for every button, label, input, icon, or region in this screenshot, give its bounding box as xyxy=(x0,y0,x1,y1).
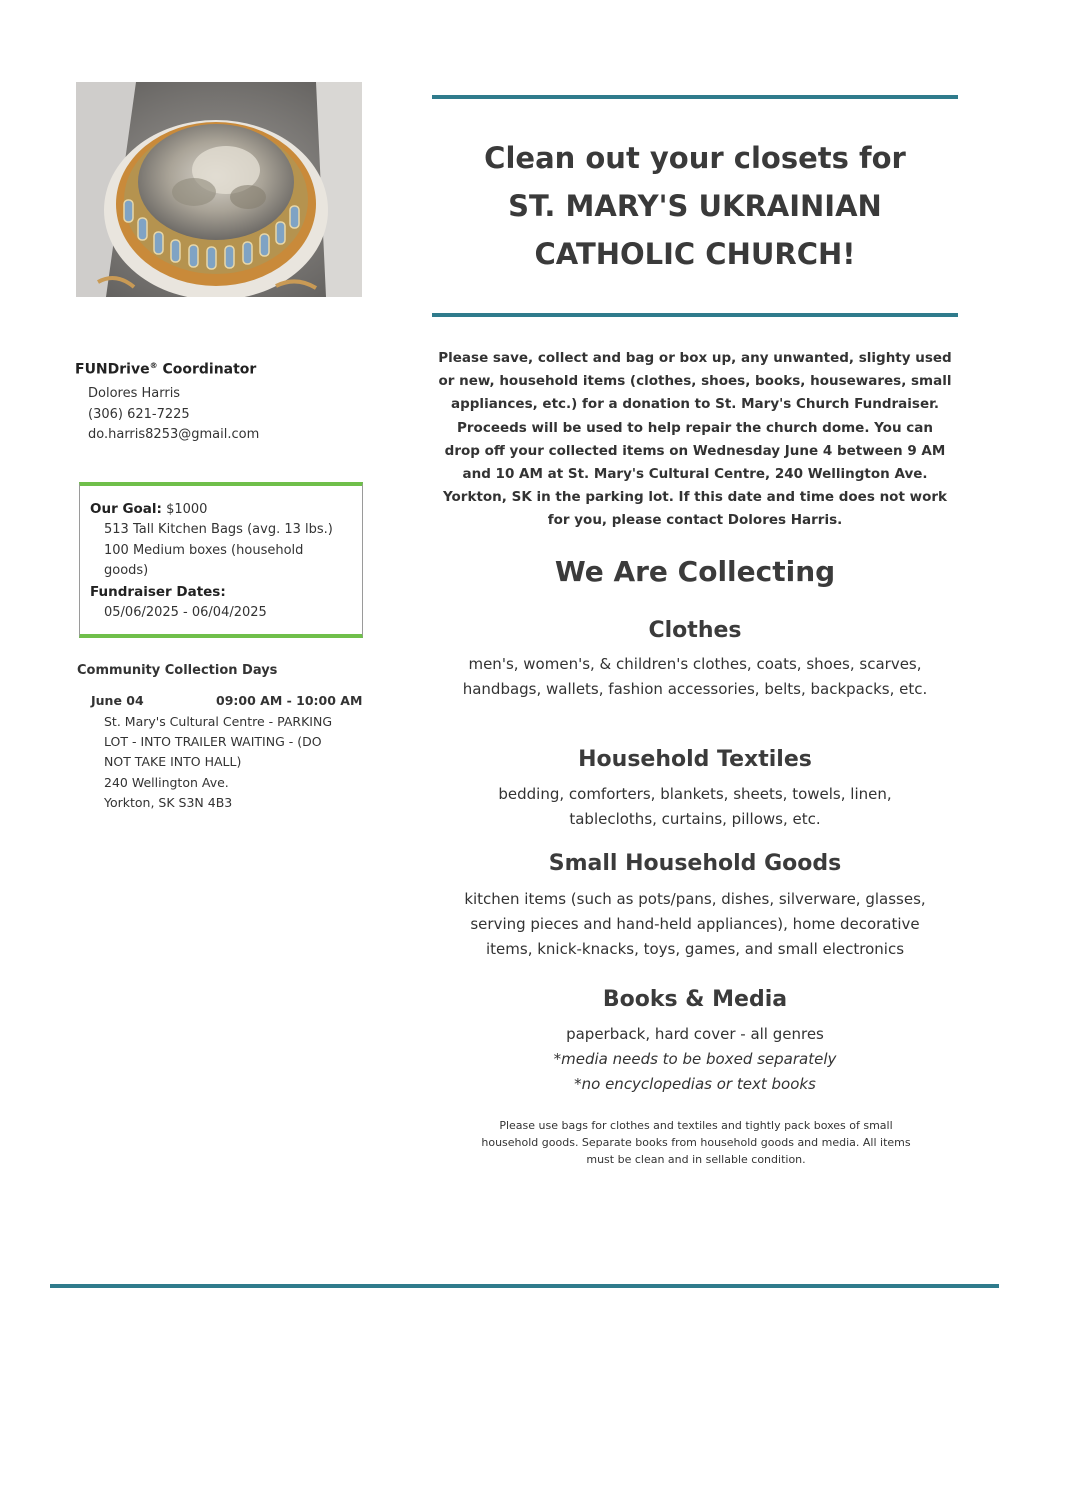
goods-line: serving pieces and hand-held appliances), home decorative xyxy=(470,915,920,933)
goal-label: Our Goal: xyxy=(90,501,162,517)
collection-address xyxy=(104,712,364,813)
collection-date: June 04 xyxy=(91,693,144,708)
footnote-line: household goods. Separate books from household goods and media. All items xyxy=(481,1136,911,1149)
address-line: LOT - INTO TRAILER WAITING - (DO xyxy=(104,734,322,750)
footnote-line: must be clean and in sellable condition. xyxy=(586,1153,806,1166)
page-title xyxy=(432,134,958,278)
goods-line: items, knick-knacks, toys, games, and small electronics xyxy=(485,940,905,958)
packing-footnote xyxy=(426,1117,966,1168)
address-line: NOT TAKE INTO HALL) xyxy=(104,754,242,770)
textiles-line: tablecloths, curtains, pillows, etc. xyxy=(569,810,821,828)
coordinator-phone: (306) 621-7225 xyxy=(88,406,190,422)
top-divider xyxy=(432,95,958,99)
coordinator-heading xyxy=(75,361,256,378)
title-line: Clean out your closets for xyxy=(484,141,906,175)
bottom-divider xyxy=(50,1284,999,1288)
intro-paragraph xyxy=(432,347,958,533)
books-note: *no encyclopedias or text books xyxy=(574,1075,816,1093)
goal-box xyxy=(79,482,363,638)
books-note: *media needs to be boxed separately xyxy=(553,1050,837,1068)
intro-line: and 10 AM at St. Mary's Cultural Centre, 240 Wellington Ave. xyxy=(462,466,928,483)
goal-item: 100 Medium boxes (household xyxy=(104,542,304,558)
textiles-line: bedding, comforters, blankets, sheets, towels, linen, xyxy=(498,785,892,803)
coordinator-contact xyxy=(88,384,259,446)
books-description xyxy=(420,1022,970,1097)
address-line: Yorkton, SK S3N 4B3 xyxy=(104,794,233,810)
textiles-heading: Household Textiles xyxy=(578,747,812,772)
address-line: 240 Wellington Ave. xyxy=(104,774,229,790)
intro-line: Proceeds will be used to help repair the church dome. You can xyxy=(457,419,933,436)
books-heading: Books & Media xyxy=(602,987,788,1012)
title-line: ST. MARY'S UKRAINIAN xyxy=(508,189,882,223)
collecting-heading: We Are Collecting xyxy=(554,555,836,588)
fundraiser-dates-label: Fundraiser Dates: xyxy=(90,583,226,600)
intro-line: appliances, etc.) for a donation to St. Mary's Church Fundraiser. xyxy=(451,396,939,413)
coordinator-heading-pre: FUNDrive xyxy=(75,361,150,378)
goods-line: kitchen items (such as pots/pans, dishes, silverware, glasses, xyxy=(464,890,926,908)
intro-line: Please save, collect and bag or box up, any unwanted, slighty used xyxy=(438,350,952,366)
church-dome-photo xyxy=(76,82,362,297)
goods-description xyxy=(420,887,970,962)
coordinator-name: Dolores Harris xyxy=(88,386,181,401)
coordinator-email: do.harris8253@gmail.com xyxy=(88,427,260,442)
goal-line xyxy=(90,499,352,520)
intro-line: or new, household items (clothes, shoes, books, housewares, small xyxy=(438,373,952,390)
goal-amount: $1000 xyxy=(161,502,208,517)
registered-mark: ® xyxy=(149,361,158,370)
goal-item: goods) xyxy=(104,563,149,578)
collection-time: 09:00 AM - 10:00 AM xyxy=(216,693,363,708)
clothes-line: men's, women's, & children's clothes, coats, shoes, scarves, xyxy=(468,655,922,673)
title-divider xyxy=(432,313,958,317)
fundraiser-dates: 05/06/2025 - 06/04/2025 xyxy=(104,604,267,620)
goods-heading: Small Household Goods xyxy=(548,851,842,876)
goal-item: 513 Tall Kitchen Bags (avg. 13 lbs.) xyxy=(104,522,333,537)
books-line: paperback, hard cover - all genres xyxy=(566,1025,824,1043)
dome-illustration xyxy=(76,82,362,297)
textiles-description xyxy=(420,782,970,832)
intro-line: drop off your collected items on Wednesday June 4 between 9 AM xyxy=(444,442,946,459)
clothes-heading: Clothes xyxy=(648,618,742,643)
address-line: St. Mary's Cultural Centre - PARKING xyxy=(104,714,333,729)
clothes-description xyxy=(420,652,970,702)
title-line: CATHOLIC CHURCH! xyxy=(534,237,856,271)
clothes-line: handbags, wallets, fashion accessories, belts, backpacks, etc. xyxy=(462,680,928,698)
collection-days-heading: Community Collection Days xyxy=(77,663,278,678)
intro-line: for you, please contact Dolores Harris. xyxy=(547,512,843,529)
intro-line: Yorkton, SK in the parking lot. If this date and time does not work xyxy=(443,489,947,506)
coordinator-heading-post: Coordinator xyxy=(157,361,257,378)
footnote-line: Please use bags for clothes and textiles and tightly pack boxes of small xyxy=(499,1119,893,1132)
